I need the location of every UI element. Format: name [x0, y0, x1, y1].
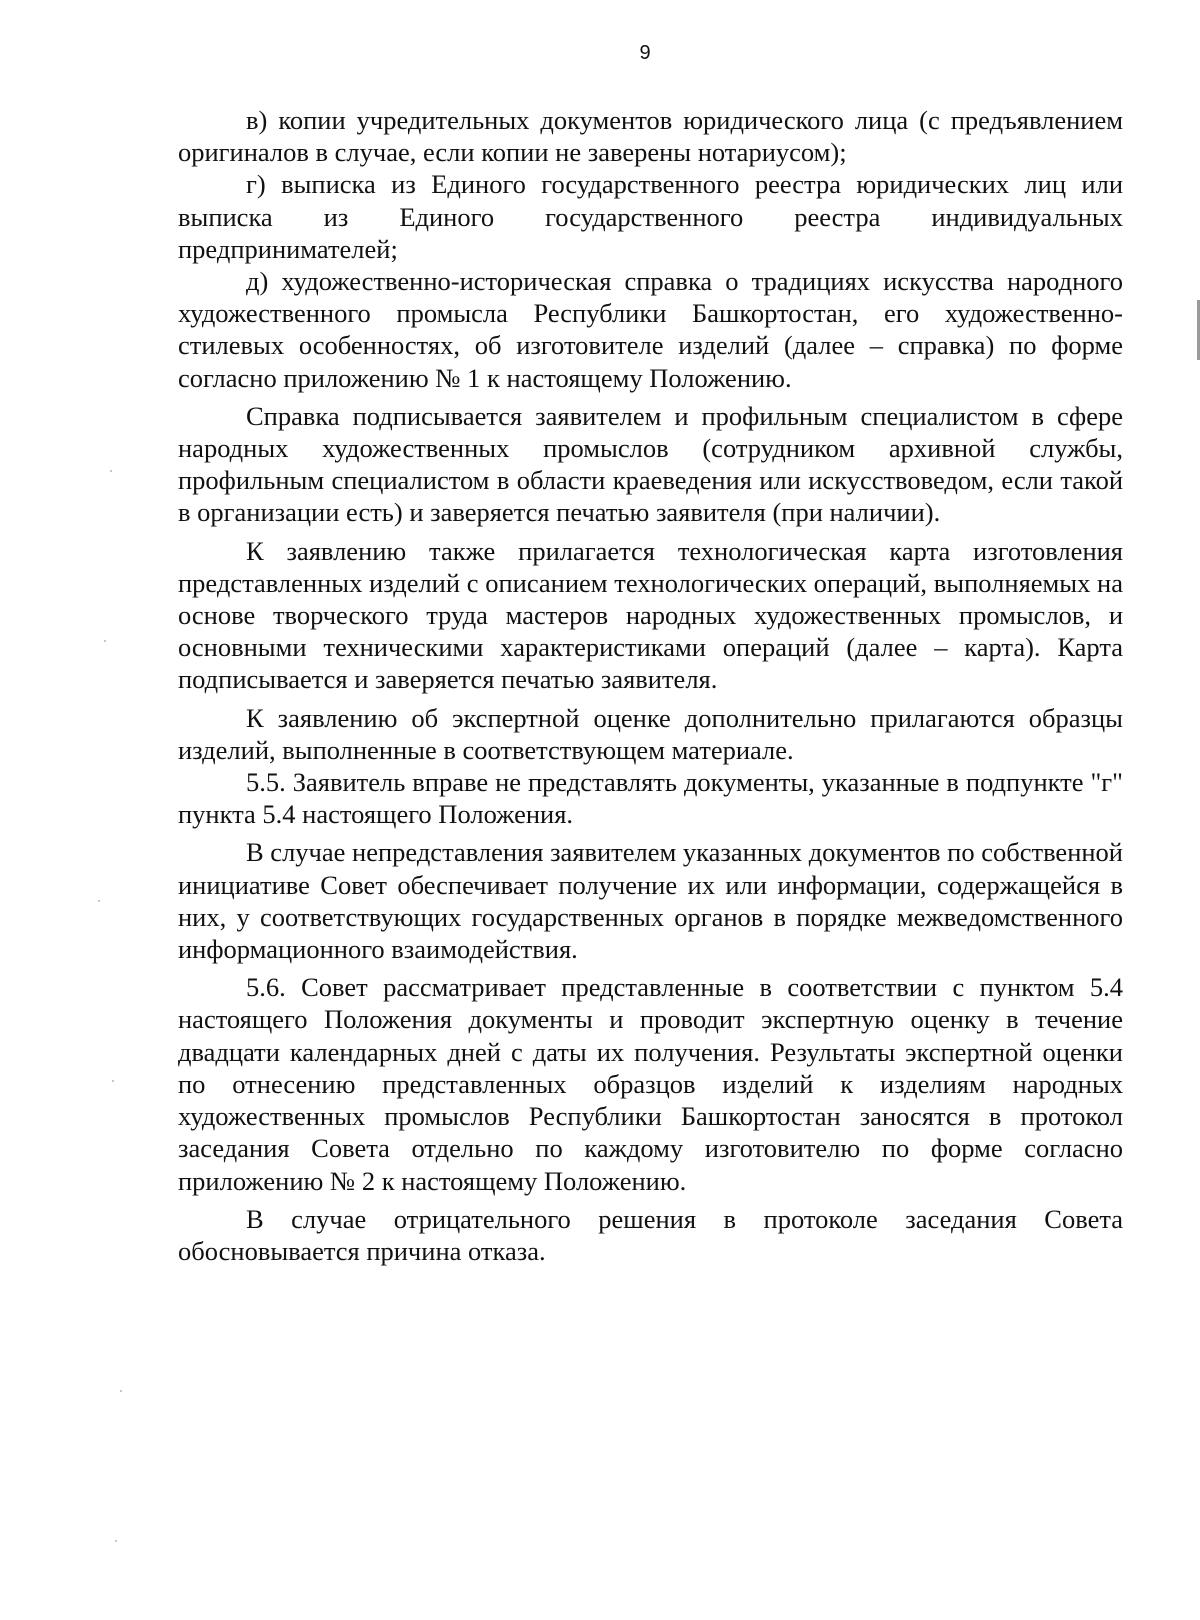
paragraph-clause-5-5: 5.5. Заявитель вправе не представлять документы, указанные в подпункте "г" пункта 5.4 настоящего Положения. — [178, 767, 1123, 830]
paragraph-clause-5-6: 5.6. Совет рассматривает представленные в соответствии с пунктом 5.4 настоящего Положения документы и проводит экспертную оценку в течение двадцати календарных дней с даты их получения. Результаты экспертной оценки по отнесению представленных образцов изделий к изделиям народных художественных промыслов Республики Башкортостан заносятся в протокол заседания Совета отдельно по каждому изготовителю по форме согласно приложению № 2 к настоящему Положению. — [178, 972, 1123, 1196]
scan-speck — [112, 1080, 114, 1082]
scan-speck — [120, 1390, 122, 1392]
paragraph-interagency-request: В случае непредставления заявителем указанных документов по собственной инициативе Совет обеспечивает получение их или информации, содержащейся в них, у соответствующих государственных органов в порядке межведомственного информационного взаимодействия. — [178, 837, 1123, 965]
page-number: 9 — [639, 42, 651, 64]
scan-speck — [98, 900, 100, 902]
paragraph-product-samples: К заявлению об экспертной оценке дополнительно прилагаются образцы изделий, выполненные в соответствующем материале. — [178, 702, 1123, 765]
paragraph-item-d: д) художественно-историческая справка о традициях искусства народного художественного промысла Республики Башкортостан, его художественно-стилевых особенностях, об изготовителе изделий (далее – справка) по форме согласно приложению № 1 к настоящему Положению. — [178, 266, 1123, 393]
paragraph-certificate-signing: Справка подписывается заявителем и профильным специалистом в сфере народных художественных промыслов (сотрудником архивной службы, профильным специалистом в области краеведения или искусствоведом, если такой в организации есть) и заверяется печатью заявителя (при наличии). — [178, 400, 1123, 528]
paragraph-refusal-reason: В случае отрицательного решения в протоколе заседания Совета обосновывается причина отказа. — [178, 1203, 1123, 1266]
document-body — [178, 104, 1123, 1267]
scan-speck — [104, 640, 106, 642]
scan-speck — [110, 470, 112, 472]
paragraph-technology-map: К заявлению также прилагается технологическая карта изготовления представленных изделий с описанием технологических операций, выполняемых на основе творческого труда мастеров народных художественных промыслов, и основными техническими характеристиками операций (далее – карта). Карта подписывается и заверяется печатью заявителя. — [178, 535, 1123, 695]
paragraph-item-g: г) выписка из Единого государственного реестра юридических лиц или выписка из Единого государственного реестра индивидуальных предпринимателей; — [178, 169, 1123, 264]
paragraph-item-v: в) копии учредительных документов юридического лица (с предъявлением оригиналов в случае, если копии не заверены нотариусом); — [178, 105, 1123, 168]
scan-speck — [115, 1540, 117, 1542]
